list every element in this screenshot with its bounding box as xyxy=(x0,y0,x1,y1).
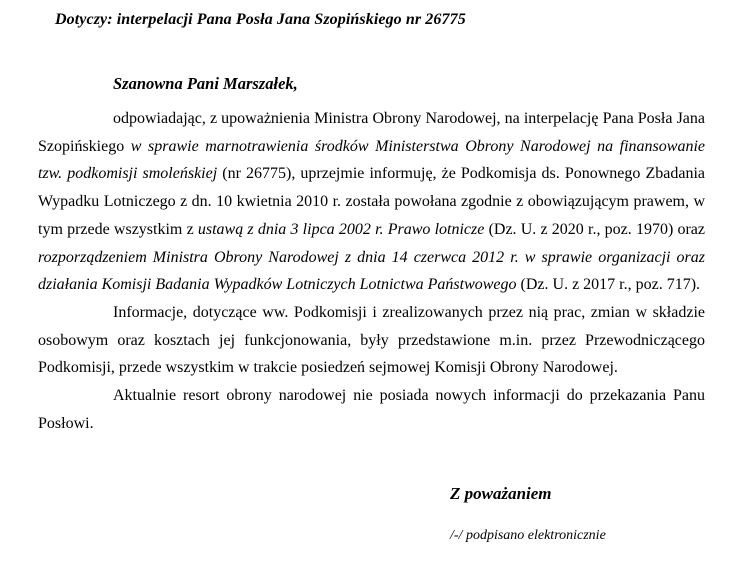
text-run: (nr 26775), uprzejmie informuję, że Podkomisja ds. Ponownego Zbadania Wypadku Lotniczego z dn. 10 kwietnia 2010 r. została powołana zgodnie z obowiązującym prawem, w tym przede wszystkim z xyxy=(38,165,705,238)
text-run: odpowiadając, z upoważnienia Ministra Obrony Narodowej, na interpelację Pana Posła Jana Szopińskiego xyxy=(38,110,705,155)
text-run: rozporządzeniem Ministra Obrony Narodowej z dnia 14 czerwca 2012 r. w sprawie organizacji oraz działania Komisji Badania Wypadków Lotniczych Lotnictwa Państwowego xyxy=(38,248,705,294)
text-run: w sprawie marnotrawienia środków Ministerstwa Obrony Narodowej na finansowanie tzw. podkomisji smoleńskiej xyxy=(38,137,706,183)
electronic-signature-note: /-/ podpisano elektronicznie xyxy=(450,528,606,543)
letter-body xyxy=(38,105,705,437)
paragraph xyxy=(38,382,705,437)
salutation: Szanowna Pani Marszałek, xyxy=(113,74,298,93)
text-run: (Dz. U. z 2020 r., poz. 1970) oraz xyxy=(484,220,706,238)
text-run: Aktualnie resort obrony narodowej nie posiada nowych informacji do przekazania Panu Posłowi. xyxy=(38,387,705,432)
paragraph xyxy=(38,299,705,382)
paragraph xyxy=(38,105,705,299)
closing-phrase: Z poważaniem xyxy=(450,484,552,503)
text-run: ustawą z dnia 3 lipca 2002 r. Prawo lotnicze xyxy=(197,220,485,238)
text-run: Informacje, dotyczące ww. Podkomisji i zrealizowanych przez nią prac, zmian w składzie osobowym oraz kosztach jej funkcjonowania, były przedstawione m.in. przez Przewodniczącego Podkomisji, przede wszystkim w trakcie posiedzeń sejmowej Komisji Obrony Narodowej. xyxy=(38,303,705,377)
text-run: (Dz. U. z 2017 r., poz. 717). xyxy=(516,276,701,294)
subject-line: Dotyczy: interpelacji Pana Posła Jana Szopińskiego nr 26775 xyxy=(55,11,466,28)
